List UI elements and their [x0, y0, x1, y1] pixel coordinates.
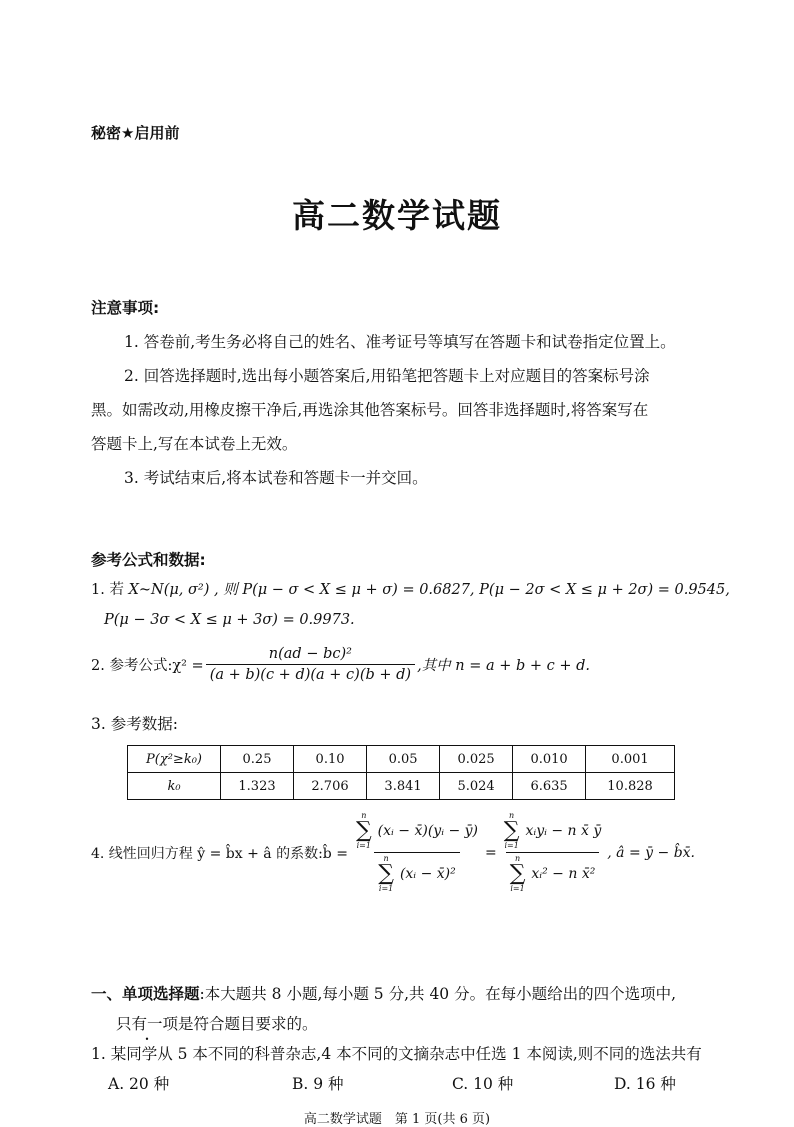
- formula-1-line-1: [91, 578, 730, 599]
- numerator-text: xᵢyᵢ − n x̄ ȳ: [525, 823, 602, 839]
- section-1-line-1: [91, 982, 676, 1004]
- sigma-glyph: ∑: [509, 861, 526, 886]
- formula-4-prefix: 4. 线性回归方程 ŷ = b̂x + â 的系数:b̂ =: [91, 845, 348, 862]
- table-cell: 0.05: [367, 746, 440, 773]
- formula-1-line-2: P(μ − 3σ < X ≤ μ + 3σ) = 0.9973.: [104, 612, 355, 628]
- sum-lower-limit: i=1: [378, 884, 394, 893]
- note-item-2-line-3: 答题卡上,写在本试卷上无效。: [91, 435, 298, 453]
- table-cell: 2.706: [294, 773, 367, 800]
- notes-heading: 注意事项:: [91, 299, 160, 317]
- regression-numerator-2: [500, 812, 606, 852]
- question-1-option-d: D. 16 种: [614, 1075, 676, 1093]
- regression-denominator-1: [374, 852, 460, 893]
- reference-heading: 参考公式和数据:: [91, 551, 206, 569]
- note-item-3: 3. 考试结束后,将本试卷和答题卡一并交回。: [124, 469, 428, 487]
- sum-upper-limit: n: [509, 811, 515, 820]
- chi-square-denominator: (a + b)(c + d)(a + c)(b + d): [206, 664, 415, 683]
- formula-2-prefix: 2. 参考公式:χ² =: [91, 658, 204, 674]
- sum-lower-limit: i=1: [504, 841, 519, 850]
- sigma-glyph: ∑: [378, 861, 394, 886]
- confidential-label: 秘密★启用前: [91, 124, 180, 142]
- note-item-2-line-2: 黑。如需改动,用橡皮擦干净后,再选涂其他答案标号。回答非选择题时,将答案写在: [91, 401, 649, 419]
- note-item-1: 1. 答卷前,考生务必将自己的姓名、准考证号等填写在答题卡和试卷指定位置上。: [124, 333, 676, 351]
- emphasis-text: 只有一项: [116, 1015, 179, 1033]
- table-cell: 0.25: [221, 746, 294, 773]
- section-1-desc-rest: 是符合题目要求的。: [178, 1015, 318, 1033]
- question-1-option-b: B. 9 种: [292, 1075, 344, 1093]
- section-1-heading: 一、单项选择题: [91, 985, 200, 1003]
- question-1-stem: 1. 某同学从 5 本不同的科普杂志,4 本不同的文摘杂志中任选 1 本阅读,则不同的选法共有: [91, 1045, 702, 1063]
- regression-fraction-2: [500, 812, 606, 893]
- sigma-glyph: ∑: [355, 818, 372, 843]
- table-cell: k₀: [128, 773, 221, 800]
- table-cell: 0.10: [294, 746, 367, 773]
- section-1-desc: :本大题共 8 小题,每小题 5 分,共 40 分。在每小题给出的四个选项中,: [199, 985, 677, 1003]
- regression-numerator-1: [352, 812, 482, 852]
- page-title: 高二数学试题: [292, 196, 502, 235]
- chi-square-fraction: [206, 646, 415, 683]
- sum-symbol: [504, 812, 520, 850]
- table-cell: 0.025: [440, 746, 513, 773]
- table-cell: 0.001: [586, 746, 675, 773]
- denominator-text: xᵢ² − n x̄²: [531, 866, 596, 882]
- table-cell: 1.323: [221, 773, 294, 800]
- sum-lower-limit: i=1: [510, 884, 525, 893]
- note-item-2-line-1: 2. 回答选择题时,选出每小题答案后,用铅笔把答题卡上对应题目的答案标号涂: [124, 367, 650, 385]
- sum-symbol: [510, 855, 526, 893]
- table-row: [128, 773, 675, 800]
- sum-upper-limit: n: [514, 854, 521, 863]
- table-cell: P(χ²≥k₀): [128, 746, 221, 773]
- table-row: [128, 746, 675, 773]
- question-1-option-c: C. 10 种: [452, 1075, 514, 1093]
- sum-upper-limit: n: [361, 811, 367, 820]
- table-cell: 5.024: [440, 773, 513, 800]
- formula-2: [91, 646, 590, 683]
- question-1-option-a: A. 20 种: [108, 1075, 170, 1093]
- table-cell: 10.828: [586, 773, 675, 800]
- equals-sign: =: [485, 844, 497, 861]
- numerator-text: (xᵢ − x̄)(yᵢ − ȳ): [377, 823, 479, 839]
- regression-fraction-1: [352, 812, 482, 893]
- regression-denominator-2: [506, 852, 600, 893]
- denominator-text: (xᵢ − x̄)²: [399, 866, 456, 882]
- formula-4-suffix: , â = ȳ − b̂x̄.: [607, 844, 696, 861]
- table-cell: 3.841: [367, 773, 440, 800]
- sum-symbol: [356, 812, 372, 850]
- formula-3-label: 3. 参考数据:: [91, 715, 178, 733]
- sum-lower-limit: i=1: [356, 841, 371, 850]
- formula-4: [91, 812, 695, 893]
- section-1-line-2: [116, 1012, 318, 1034]
- sigma-glyph: ∑: [503, 818, 520, 843]
- sum-upper-limit: n: [383, 854, 389, 863]
- formula-1-prefix: 1. 若: [91, 582, 129, 598]
- chi-square-numerator: n(ad − bc)²: [268, 646, 352, 662]
- formula-2-suffix: ,其中 n = a + b + c + d.: [417, 658, 591, 674]
- sum-symbol: [378, 855, 394, 893]
- table-cell: 6.635: [513, 773, 586, 800]
- formula-1-body: X~N(μ, σ²) , 则 P(μ − σ < X ≤ μ + σ) = 0.6827, P(μ − 2σ < X ≤ μ + 2σ) = 0.9545,: [128, 582, 730, 598]
- page-footer: 高二数学试题 第 1 页(共 6 页): [303, 1112, 491, 1127]
- table-cell: 0.010: [513, 746, 586, 773]
- critical-value-table: [127, 745, 675, 800]
